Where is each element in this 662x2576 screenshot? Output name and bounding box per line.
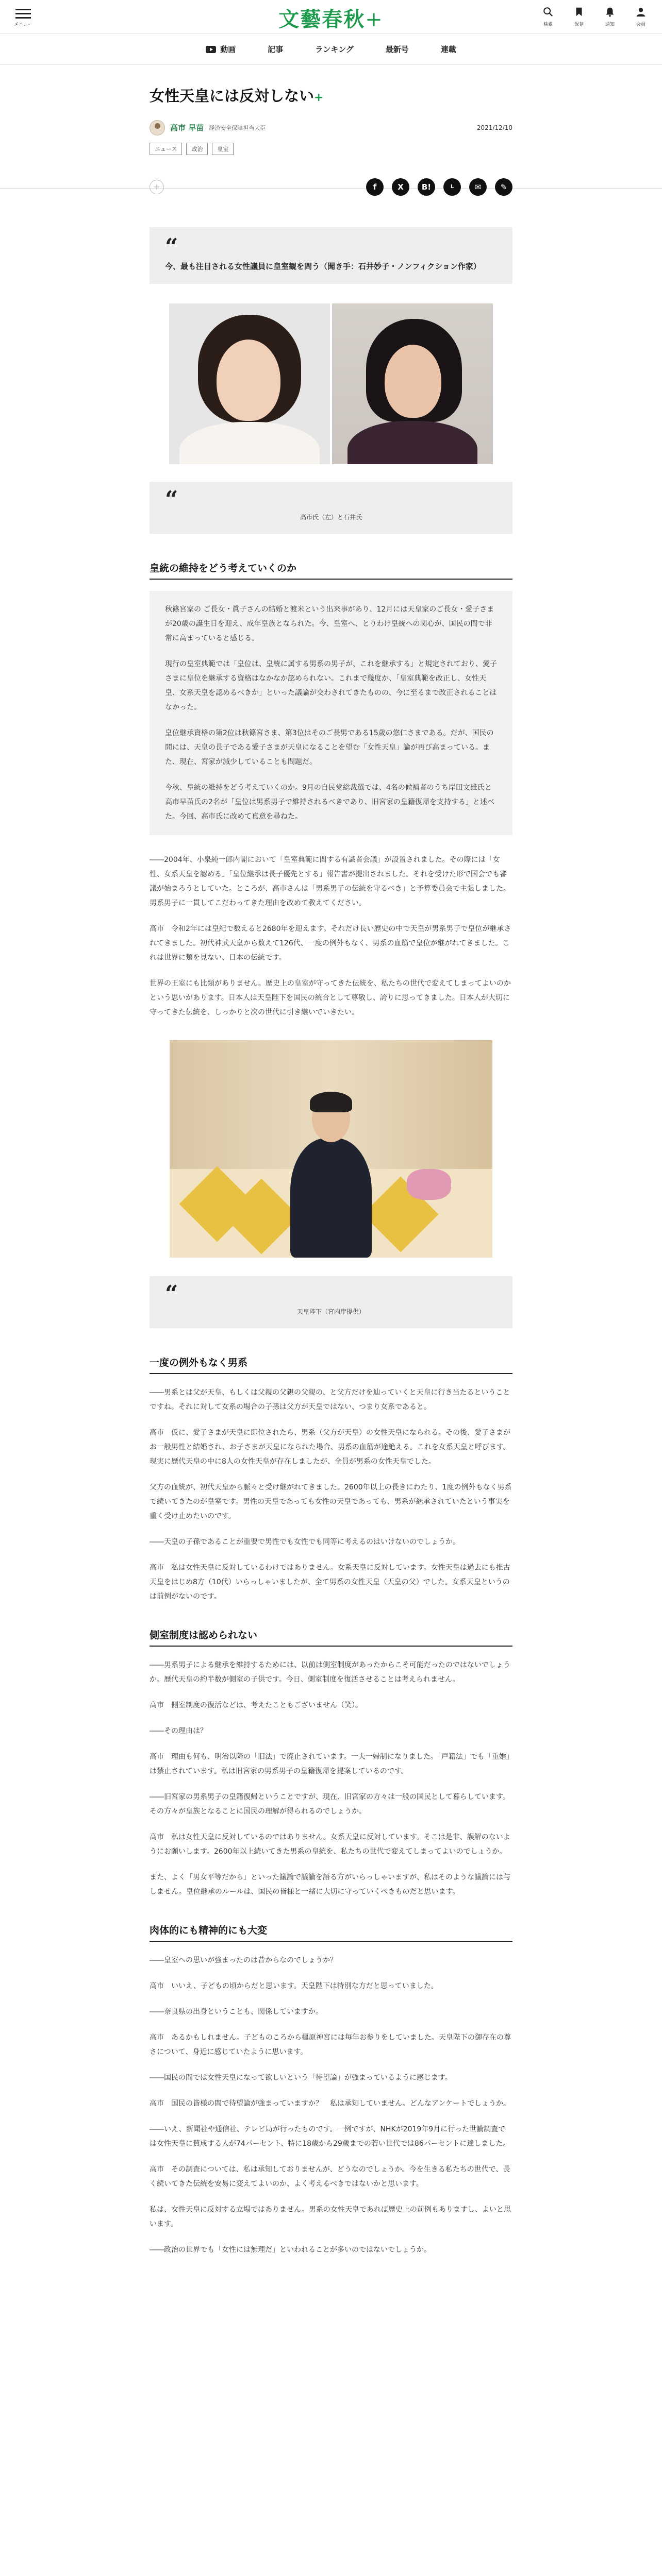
lead-quote-box (150, 227, 512, 284)
facebook-share-icon[interactable]: f (366, 178, 384, 196)
body-paragraph: ――男系男子による継承を維持するためには、以前は側室制度があったからこそ可能だったのではないでしょうか。歴代天皇の約半数が側室の子供です。今日、側室制度を復活させることは考えられません。 (150, 1661, 510, 1684)
tag-politics[interactable]: 政治 (186, 143, 208, 155)
x-share-icon[interactable]: X (392, 178, 409, 196)
section-heading: 一度の例外もなく男系 (150, 1355, 512, 1374)
hatena-bookmark-icon[interactable]: B! (418, 178, 435, 196)
main-nav (0, 34, 662, 65)
nav-item-ranking[interactable] (315, 44, 354, 55)
nav-item-series[interactable] (441, 44, 456, 55)
intro-paragraph: 現行の皇室典範では「皇位は、皇統に属する男系の男子が、これを継承する」と規定されており、愛子さまに皇位を継承する資格はなかなか認められない。これまで幾度か、「皇室典範を改正し、女性天皇、女系天皇を認めるべきか」といった議論が交わされてきたものの、今に至るまで改正されることはなかった。 (165, 660, 497, 712)
body-paragraph: 高市 仮に、愛子さまが天皇に即位されたら、男系（父方が天皇）の女性天皇になられる。その後、愛子さまがお一般男性と結婚され、お子さまが天皇になられた場合、男系の血筋が途絶える。これを女系天皇と呼びます。現実に歴代天皇の中に8人の女性天皇が存在しましたが、全員が男系の女性天皇でした。 (150, 1429, 510, 1466)
quote-icon: “ (165, 486, 178, 513)
photo-caption-box (150, 1276, 512, 1328)
body-paragraph: ――いえ、新聞社や通信社、テレビ局が行ったものです。一例ですが、NHKが2019年9月に行った世論調査では女性天皇に賛成する人が74パーセント、特に18歳から29歳までの若い世代では86パーセントに達しました。 (150, 2125, 510, 2148)
author-avatar[interactable] (150, 120, 165, 135)
photo-emperor (170, 1040, 492, 1258)
intro-paragraph: 皇位継承資格の第2位は秋篠宮さま、第3位はそのご長男である15歳の悠仁さまである。だが、国民の間には、天皇の長子である愛子さまが天皇になることを望む「女性天皇」論が再び高まっている。また、現在、宮家が減少していることも問題だ。 (165, 729, 494, 767)
photo-pair (150, 303, 512, 464)
tag-news[interactable]: ニュース (150, 143, 182, 155)
intro-paragraph: 秋篠宮家の ご長女・眞子さんの結婚と渡米という出来事があり、12月には天皇家のご長女・愛子さまが20歳の誕生日を迎え、成年皇族となられた。今、皇室へ、とりわけ皇統への関心が、国民の間で非常に高まっていると感じる。 (165, 605, 494, 643)
section-heading: 肉体的にも精神的にも大変 (150, 1923, 512, 1942)
body-paragraph: 父方の血統が、初代天皇から脈々と受け継がれてきました。2600年以上の長きにわたり、1度の例外もなく男系で続いてきたのが皇室です。男性の天皇であっても女性の天皇であっても、男系が継承されていたという事実を重く受け止めたいのです。 (150, 1483, 512, 1521)
copy-link-icon[interactable]: ✎ (495, 178, 512, 196)
search-label: 検索 (543, 22, 553, 27)
section-heading: 皇統の維持をどう考えていくのか (150, 561, 512, 580)
body-paragraph: 高市 理由も何も、明治以降の「旧法」で廃止されています。一夫一婦制になりました。「戸籍法」でも「重婚」は禁止されています。私は旧宮家の男系男子の皇籍復帰を提案しているのです。 (150, 1753, 510, 1776)
quote-icon: “ (165, 1281, 178, 1308)
line-share-icon[interactable]: L (443, 178, 461, 196)
body-paragraph: ――その理由は？ (150, 1727, 207, 1736)
logo-main: 文藝春秋 (278, 7, 366, 31)
body-paragraph: 高市 国民の皆様の間で待望論が強まっていますか？ 私は承知していません。どんなアンケートでしょうか。 (150, 2099, 510, 2108)
logo-plus: + (365, 8, 384, 31)
intro-paragraph: 今秋、皇統の維持をどう考えていくのか。9月の自民党総裁選では、4名の候補者のうち岸田文雄氏と高市早苗氏の2名が「皇位は男系男子で維持されるべきであり、旧宮家の皇籍復帰を支持する」と述べた。今回、高市氏に改めて真意を尋ねた。 (165, 784, 494, 821)
body-paragraph: ――奈良県の出身ということも、関係していますか。 (150, 2008, 323, 2016)
body-paragraph: ――旧宮家の男系男子の皇籍復帰ということですが、現在、旧宮家の方々は一般の国民として暮らしています。その方々が皇族となることに国民の理解が得られるのでしょうか。 (150, 1793, 510, 1816)
body-paragraph: 高市 側室制度の復活などは、考えたこともございません（笑）。 (150, 1701, 362, 1710)
article (150, 65, 512, 2257)
author-name[interactable]: 高市 早苗 (170, 123, 204, 133)
article-title (150, 86, 512, 107)
bookmark-button[interactable] (567, 6, 591, 27)
article-title-text: 女性天皇には反対しない (150, 87, 315, 105)
nav-item-latest-issue[interactable] (386, 44, 409, 55)
site-header (0, 0, 662, 34)
photo-caption: 高市氏（左）と石井氏 (300, 514, 362, 521)
body-paragraph: 高市 私は女性天皇に反対しているわけではありません。女系天皇に反対しています。女性天皇は過去にも推古天皇をはじめ8方（10代）いらっしゃいましたが、全て男系の女性天皇（天皇の父）でした。女系天皇というのは前例がないのです。 (150, 1564, 510, 1601)
nav-item-articles[interactable] (268, 44, 283, 55)
body-paragraph: ――天皇の子孫であることが重要で男性でも女性でも同等に考えるのはいけないのでしょうか。 (150, 1538, 460, 1547)
body-paragraph: 高市 あるかもしれません。子どものころから橿原神宮には毎年お参りをしていました。天皇陛下の御存在の尊さについて、身近に感じていたように思います。 (150, 2033, 511, 2057)
nav-item-series-label: 連載 (440, 45, 456, 54)
notification-icon (604, 6, 616, 18)
body-paragraph: ――男系とは父が天皇、もしくは父親の父親の父親の、と父方だけを辿っていくと天皇に行き当たるということですね。それに対して女系の場合の子孫は父方が天皇ではない、つまり女系であると。 (150, 1388, 510, 1412)
intro-box (150, 591, 512, 835)
plus-badge-icon: + (314, 91, 324, 104)
menu-label: メニュー (13, 22, 32, 27)
play-icon (206, 46, 216, 53)
body-paragraph: ――政治の世界でも「女性には無理だ」といわれることが多いのではないでしょうか。 (150, 2246, 431, 2255)
user-icon (635, 6, 647, 18)
account-label: 会員 (636, 22, 646, 27)
author-affiliation: 経済安全保障担当大臣 (209, 124, 266, 131)
photo-caption: 天皇陛下（宮内庁提供） (296, 1308, 365, 1316)
tag-imperial-family[interactable]: 皇室 (212, 143, 234, 155)
body-paragraph: 高市 私は女性天皇に反対しているのではありません。女系天皇に反対しています。そこは是非、誤解のないようにお願いします。2600年以上続いてきた男系の皇統を、私たちの世代で変えてしまってよいのでしょうか。 (150, 1833, 510, 1856)
body-paragraph: ――皇室への思いが強まったのは昔からなのでしょうか？ (150, 1956, 337, 1965)
notification-label: 通知 (605, 22, 615, 27)
body-paragraph: また、よく「男女平等だから」といった議論で議論を語る方がいらっしゃいますが、私はそのような議論には与しません。皇位継承のルールは、国民の皆様と一緒に大切に守っていくべきものだと思います。 (150, 1873, 510, 1896)
bookmark-label: 保存 (574, 22, 584, 27)
body-paragraph: 高市 令和2年には皇紀で数えると2680年を迎えます。それだけ長い歴史の中で天皇が男系男子で皇位が継承されてきました。初代神武天皇から数えて126代、一度の例外もなく、男系の血筋で皇位が継がれてきました。これは世界に類を見ない、日本の伝統です。 (150, 925, 511, 962)
body-paragraph: ――2004年、小泉純一郎内閣において「皇室典範に関する有識者会議」が設置されました。その際には「女性、女系天皇を認める」「皇位継承は長子優先とする」報告書が提出されました。それを受けた形で国会でも審議が始まろうとしていた。ところが、高市さんは「男系男子の伝統を守るべき」と予算委員会で主張しました。男系男子に一貫してこだわってきた理由を改めて教えてください。 (150, 856, 510, 908)
bookmark-icon (573, 6, 585, 18)
body-paragraph: 私は、女性天皇に反対する立場ではありません。男系の女性天皇であれば歴史上の前例もありますし、よいと思います。 (150, 2206, 511, 2229)
lead-quote: 今、最も注目される女性議員に皇室観を問う（聞き手：石井妙子・ノンフィクション作家） (165, 261, 481, 271)
add-icon[interactable]: + (150, 180, 164, 194)
body-paragraph: 高市 その調査については、私は承知しておりませんが、どうなのでしょうか。今を生きる私たちの世代で、長く続いてきた伝統を安易に変えてよいのか、よく考えるべきではないかと思います。 (150, 2165, 510, 2189)
photo-takaichi (169, 303, 330, 464)
body-paragraph: 世界の王室にも比類がありません。歴史上の皇室が守ってきた伝統を、私たちの世代で変えてしまってよいのかという思いがあります。日本人は天皇陛下を国民の統合として尊敬し、誇りに思ってきました。日本人が大切に守ってきた伝統を、しっかりと次の世代に引き継いでいきたい。 (150, 979, 511, 1017)
publish-date: 2021/12/10 (476, 124, 512, 131)
search-button[interactable] (536, 6, 560, 27)
photo-ishii (332, 303, 493, 464)
nav-item-articles-label: 記事 (268, 45, 284, 54)
account-button[interactable] (629, 6, 653, 27)
quote-icon: “ (165, 233, 178, 260)
share-bar (150, 177, 512, 197)
nav-item-video-label: 動画 (220, 45, 236, 54)
byline (150, 119, 512, 137)
search-icon (542, 6, 554, 18)
nav-item-ranking-label: ランキング (315, 45, 354, 54)
section-heading: 側室制度は認められない (150, 1628, 512, 1647)
photo-caption-box (150, 482, 512, 534)
nav-item-latest-issue-label: 最新号 (385, 45, 409, 54)
body-paragraph: ――国民の間では女性天皇になって欲しいという「待望論」が強まっているように感じます。 (150, 2074, 452, 2082)
mail-share-icon[interactable]: ✉ (469, 178, 487, 196)
body-paragraph: 高市 いいえ、子どもの頃からだと思います。天皇陛下は特別な方だと思っていました。 (150, 1982, 438, 1991)
tag-list (150, 143, 512, 155)
nav-item-video[interactable] (206, 44, 236, 55)
notification-button[interactable] (598, 6, 622, 27)
